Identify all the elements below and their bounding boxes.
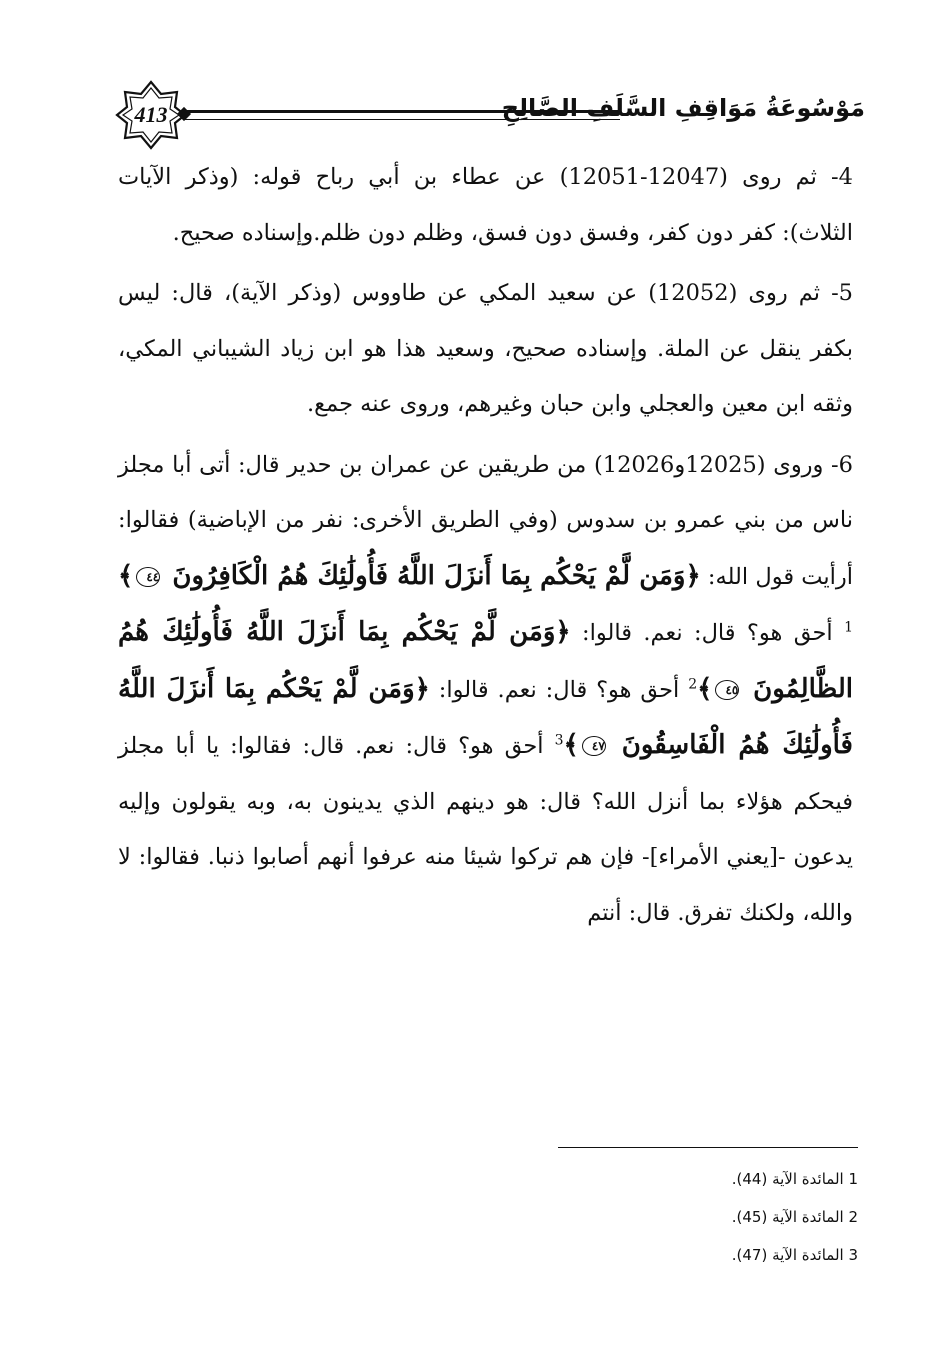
quran-verse-47-text: وَمَن لَّمْ يَحْكُم بِمَا أَنزَلَ اللَّهُ فَأُولَٰئِكَ هُمُ الْفَاسِقُونَ — [118, 673, 853, 760]
footnote-2: 2 المائدة الآية (45). — [731, 1208, 858, 1226]
paragraph-6-text-1: 6- وروى (12025و12026) من طريقين عن عمران بن حدير قال: أتى أبا مجلز ناس من بني عمرو بن سدوس (وفي الطريق الأخرى: نفر من الإباضية) فقالوا: أرأيت قول الله: — [118, 451, 854, 590]
footnotes — [560, 1160, 858, 1274]
quran-bracket-close: ﴾ — [563, 730, 579, 760]
footnote-ref-3[interactable]: 3 — [554, 732, 564, 749]
quran-verse-44-text: وَمَن لَّمْ يَحْكُم بِمَا أَنزَلَ اللَّهُ فَأُولَٰئِكَ هُمُ الْكَافِرُونَ — [172, 560, 686, 591]
footnote-3: 3 المائدة الآية (47). — [731, 1246, 858, 1264]
footnote-ref-1[interactable]: 1 — [844, 619, 853, 636]
page-number-badge — [115, 80, 187, 150]
aya-number-47: ٤٧ — [582, 736, 606, 756]
book-title: مَوْسُوعَةُ مَوَاقِفِ السَّلَفِ الصَّالِحِ — [501, 94, 865, 122]
quran-bracket-open: ﴿ — [414, 673, 430, 704]
aya-number-45: ٤٥ — [715, 680, 739, 700]
footnote-separator — [558, 1147, 858, 1148]
quran-bracket-open: ﴿ — [685, 560, 701, 591]
footnote-1: 1 المائدة الآية (44). — [731, 1170, 858, 1188]
paragraph-6 — [118, 438, 853, 942]
quran-bracket-close: ﴾ — [697, 673, 713, 704]
paragraph-6-text-2: أحق هو؟ قال: نعم. قالوا: — [570, 620, 845, 646]
paragraph-4: 4- ثم روى (12047-12051) عن عطاء بن أبي رباح قوله: (وذكر الآيات الثلاث): كفر دون كفر، وفسق دون فسق، وظلم دون ظلم.وإسناده صحيح. — [118, 164, 853, 246]
quran-verse-45-text: وَمَن لَّمْ يَحْكُم بِمَا أَنزَلَ اللَّهُ فَأُولَٰئِكَ هُمُ الظَّالِمُونَ — [118, 617, 853, 704]
page-number: 413 — [134, 102, 168, 127]
paragraph-6-text-4: أحق هو؟ قال: نعم. قال: فقالوا: يا أبا مجلز فيحكم هؤلاء بما أنزل الله؟ قال: هو دينهم الذي يدينون به، وبه يقولون وإليه يدعون -[يعني الأمراء]- فإن هم تركوا شيئا منه عرفوا أنهم أصابوا ذنبا. فقالوا: لا والله، ولكنك تفرق. قال: أنتم — [118, 733, 853, 926]
quran-bracket-close: ﴾ — [118, 560, 134, 591]
page-header — [105, 80, 865, 150]
quran-bracket-open: ﴿ — [555, 617, 571, 647]
aya-number-44: ٤٤ — [136, 567, 160, 587]
main-text — [118, 150, 853, 941]
paragraph-5: 5- ثم روى (12052) عن سعيد المكي عن طاووس (وذكر الآية)، قال: ليس بكفر ينقل عن الملة. وإسناده صحيح، وسعيد هذا هو ابن زياد الشيباني المكي، وثقه ابن معين والعجلي وابن حبان وغيرهم، وروى عنه جمع. — [118, 280, 853, 417]
footnote-ref-2[interactable]: 2 — [688, 676, 698, 692]
paragraph-6-text-3: أحق هو؟ قال: نعم. قالوا: — [429, 676, 689, 703]
quran-verse-44 — [118, 561, 701, 591]
